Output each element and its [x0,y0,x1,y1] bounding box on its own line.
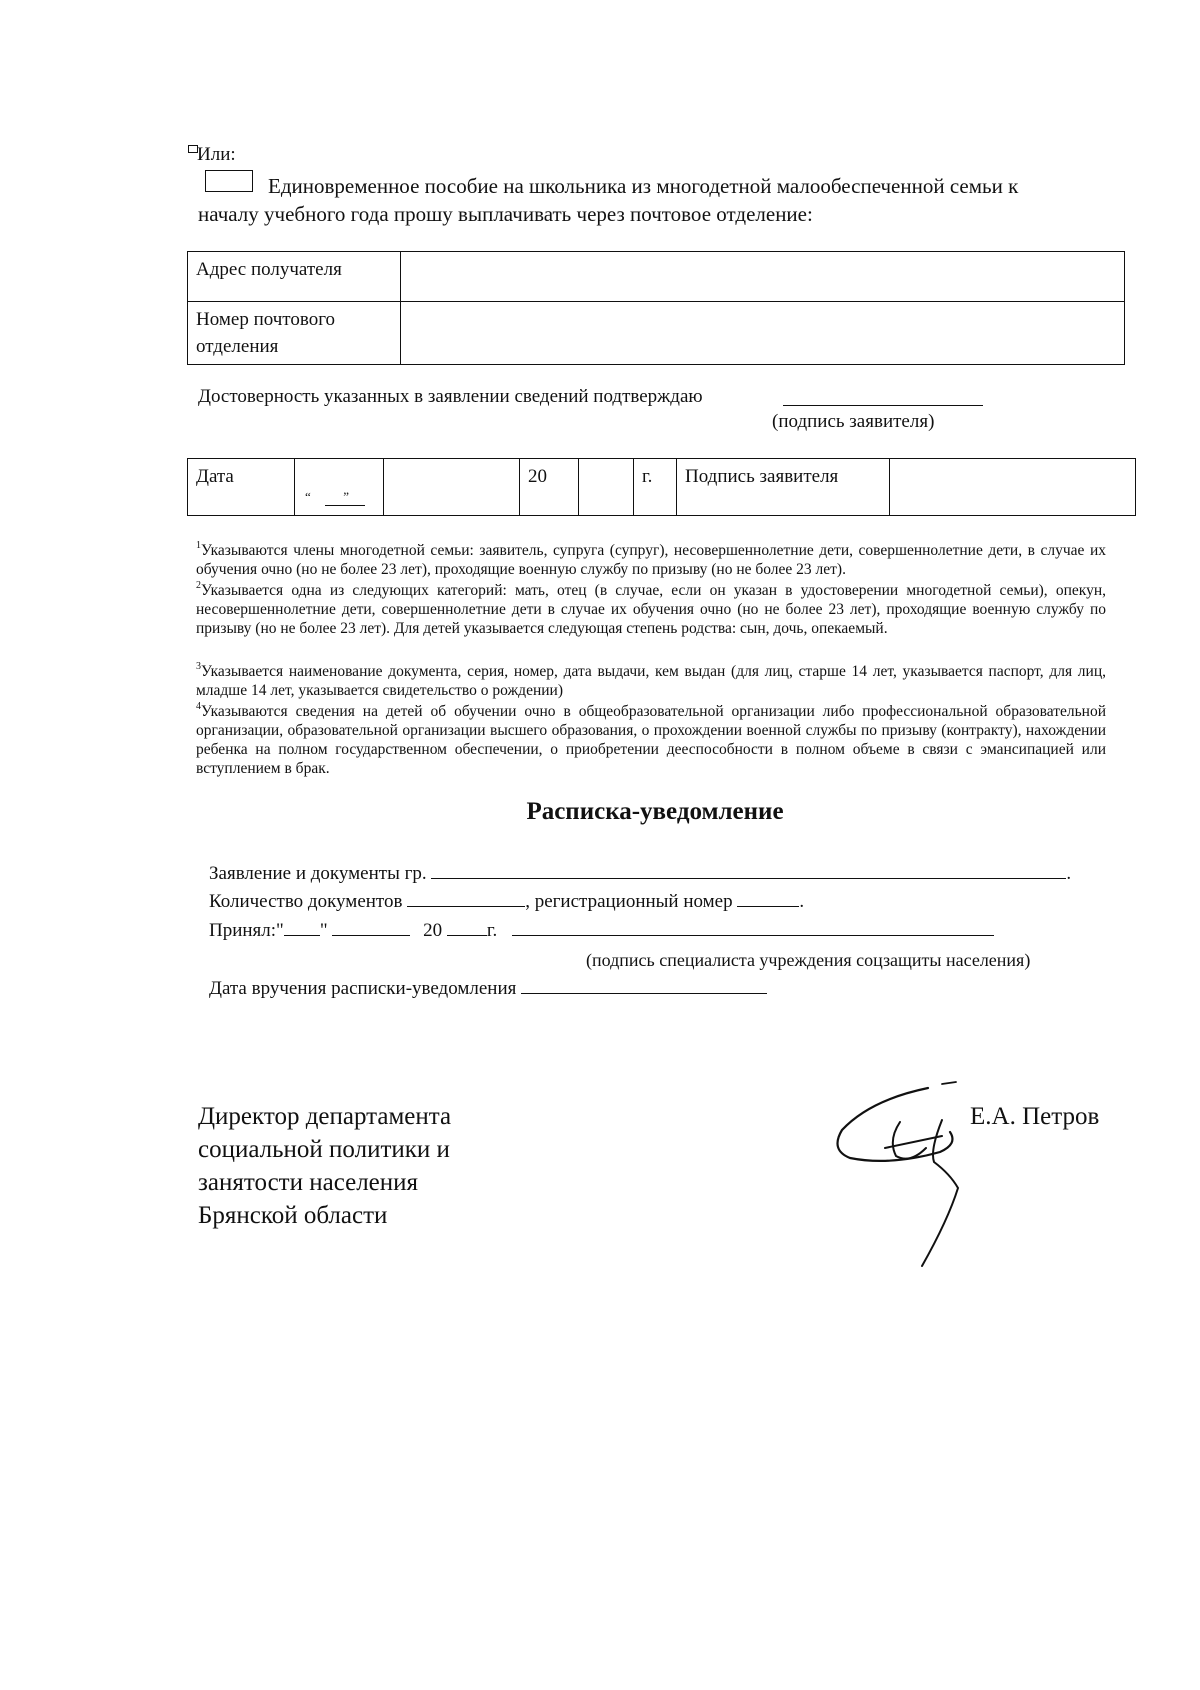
post-office-number-field[interactable] [401,302,1125,365]
footnote-1 [196,541,1106,579]
month-field[interactable] [384,459,520,516]
accepted-quote: " [319,920,328,941]
director-title-line4: Брянской области [198,1202,388,1229]
postal-table [187,251,1125,365]
signature-field[interactable] [890,459,1136,516]
footnote-4-text: Указываются сведения на детей об обучении очно в общеобразовательной организации либо профессиональной образовательной организации, образовательной организации высшего образования, о прохождении военной службы по призыву (контракту), нахождении ребенка на полном государственном обеспечении, о приобретении дееспособности в полном объеме в связи с эмансипацией или вступлением в брак. [196,703,1106,777]
accepted-month-field[interactable] [332,917,410,936]
accepted-year-field[interactable] [447,917,487,936]
accepted-day-field[interactable] [284,917,320,936]
footnote-3-text: Указывается наименование документа, серия, номер, дата выдачи, кем выдан (для лиц, старше 14 лет, указывается паспорт, для лиц, младше 14 лет, указывается свидетельство о рождении) [196,663,1106,699]
date-table [187,458,1136,516]
year-suffix: г. [634,459,677,516]
director-title-line2: социальной политики и [198,1136,450,1163]
signature-label: Подпись заявителя [677,459,890,516]
director-title [198,1100,451,1232]
receipt-line4 [209,975,767,1002]
applicant-signature-line[interactable] [783,405,983,406]
documents-count-label: Количество документов [209,891,403,912]
recipient-address-label: Адрес получателя [188,252,401,302]
ili-label: Или: [197,144,236,165]
footnote-1-num: 1 [196,540,201,551]
date-label: Дата [188,459,295,516]
receipt-title: Расписка-уведомление [526,798,784,825]
footnote-3 [196,662,1106,700]
year-prefix: 20 [520,459,579,516]
receipt-line3 [209,917,994,944]
accepted-year-prefix: 20 [423,920,443,941]
confirm-text: Достоверность указанных в заявлении сведений подтверждаю [198,386,703,407]
registration-number-label: , регистрационный номер [525,891,733,912]
footnote-2 [196,581,1106,638]
payment-text-line2: началу учебного года прошу выплачивать через почтовое отделение: [198,202,813,226]
director-name: Е.А. Петров [970,1103,1100,1130]
payment-checkbox[interactable] [205,170,253,192]
documents-count-field[interactable] [407,888,525,907]
registration-number-field[interactable] [737,888,799,907]
specialist-caption: (подпись специалиста учреждения соцзащиты населения) [586,950,1031,970]
footnote-4-num: 4 [196,701,201,712]
footnote-3-num: 3 [196,661,201,672]
delivery-date-label: Дата вручения расписки-уведомления [209,978,517,999]
director-title-line1: Директор департамента [198,1103,452,1130]
confirm-caption: (подпись заявителя) [772,411,935,432]
applicant-label: Заявление и документы гр. [209,863,427,884]
receipt-line1: Заявление и документы гр. . [209,860,1071,887]
specialist-signature-field[interactable] [512,917,994,936]
day-quotes: “ ” [305,489,350,504]
footnote-1-text: Указываются члены многодетной семьи: заявитель, супруга (супруг), несовершеннолетние дети, совершеннолетние дети, в случае их обучения очно (но не более 23 лет), проходящие военную службу по призыву (но не более 23 лет). [196,542,1106,578]
director-title-line3: занятости населения [198,1169,419,1196]
footnote-2-num: 2 [196,580,201,591]
accepted-year-suffix: г. [486,920,498,941]
accepted-label: Принял:" [209,920,284,941]
recipient-address-field[interactable] [401,252,1125,302]
delivery-date-field[interactable] [521,975,767,994]
post-office-label-line2: отделения [196,336,279,357]
day-field[interactable] [295,459,384,516]
footnote-2-text: Указывается одна из следующих категорий: мать, отец (в случае, если он указан в удостоверении многодетной семьи), опекун, несовершеннолетние дети, совершеннолетние дети в случае их обучения очно (но не более 23 лет), проходящие военную службу по призыву (но не более 23 лет). Для детей указывается следующая степень родства: сын, дочь, опекаемый. [196,582,1106,637]
year-field[interactable] [579,459,634,516]
payment-text-line1: Единовременное пособие на школьника из многодетной малообеспеченной семьи к [268,174,1019,198]
footnote-4 [196,702,1106,778]
receipt-line2: Количество документов , регистрационный номер . [209,888,804,915]
applicant-name-field[interactable] [431,860,1066,879]
post-office-number-label [188,302,401,365]
post-office-label-line1: Номер почтового [196,309,336,330]
